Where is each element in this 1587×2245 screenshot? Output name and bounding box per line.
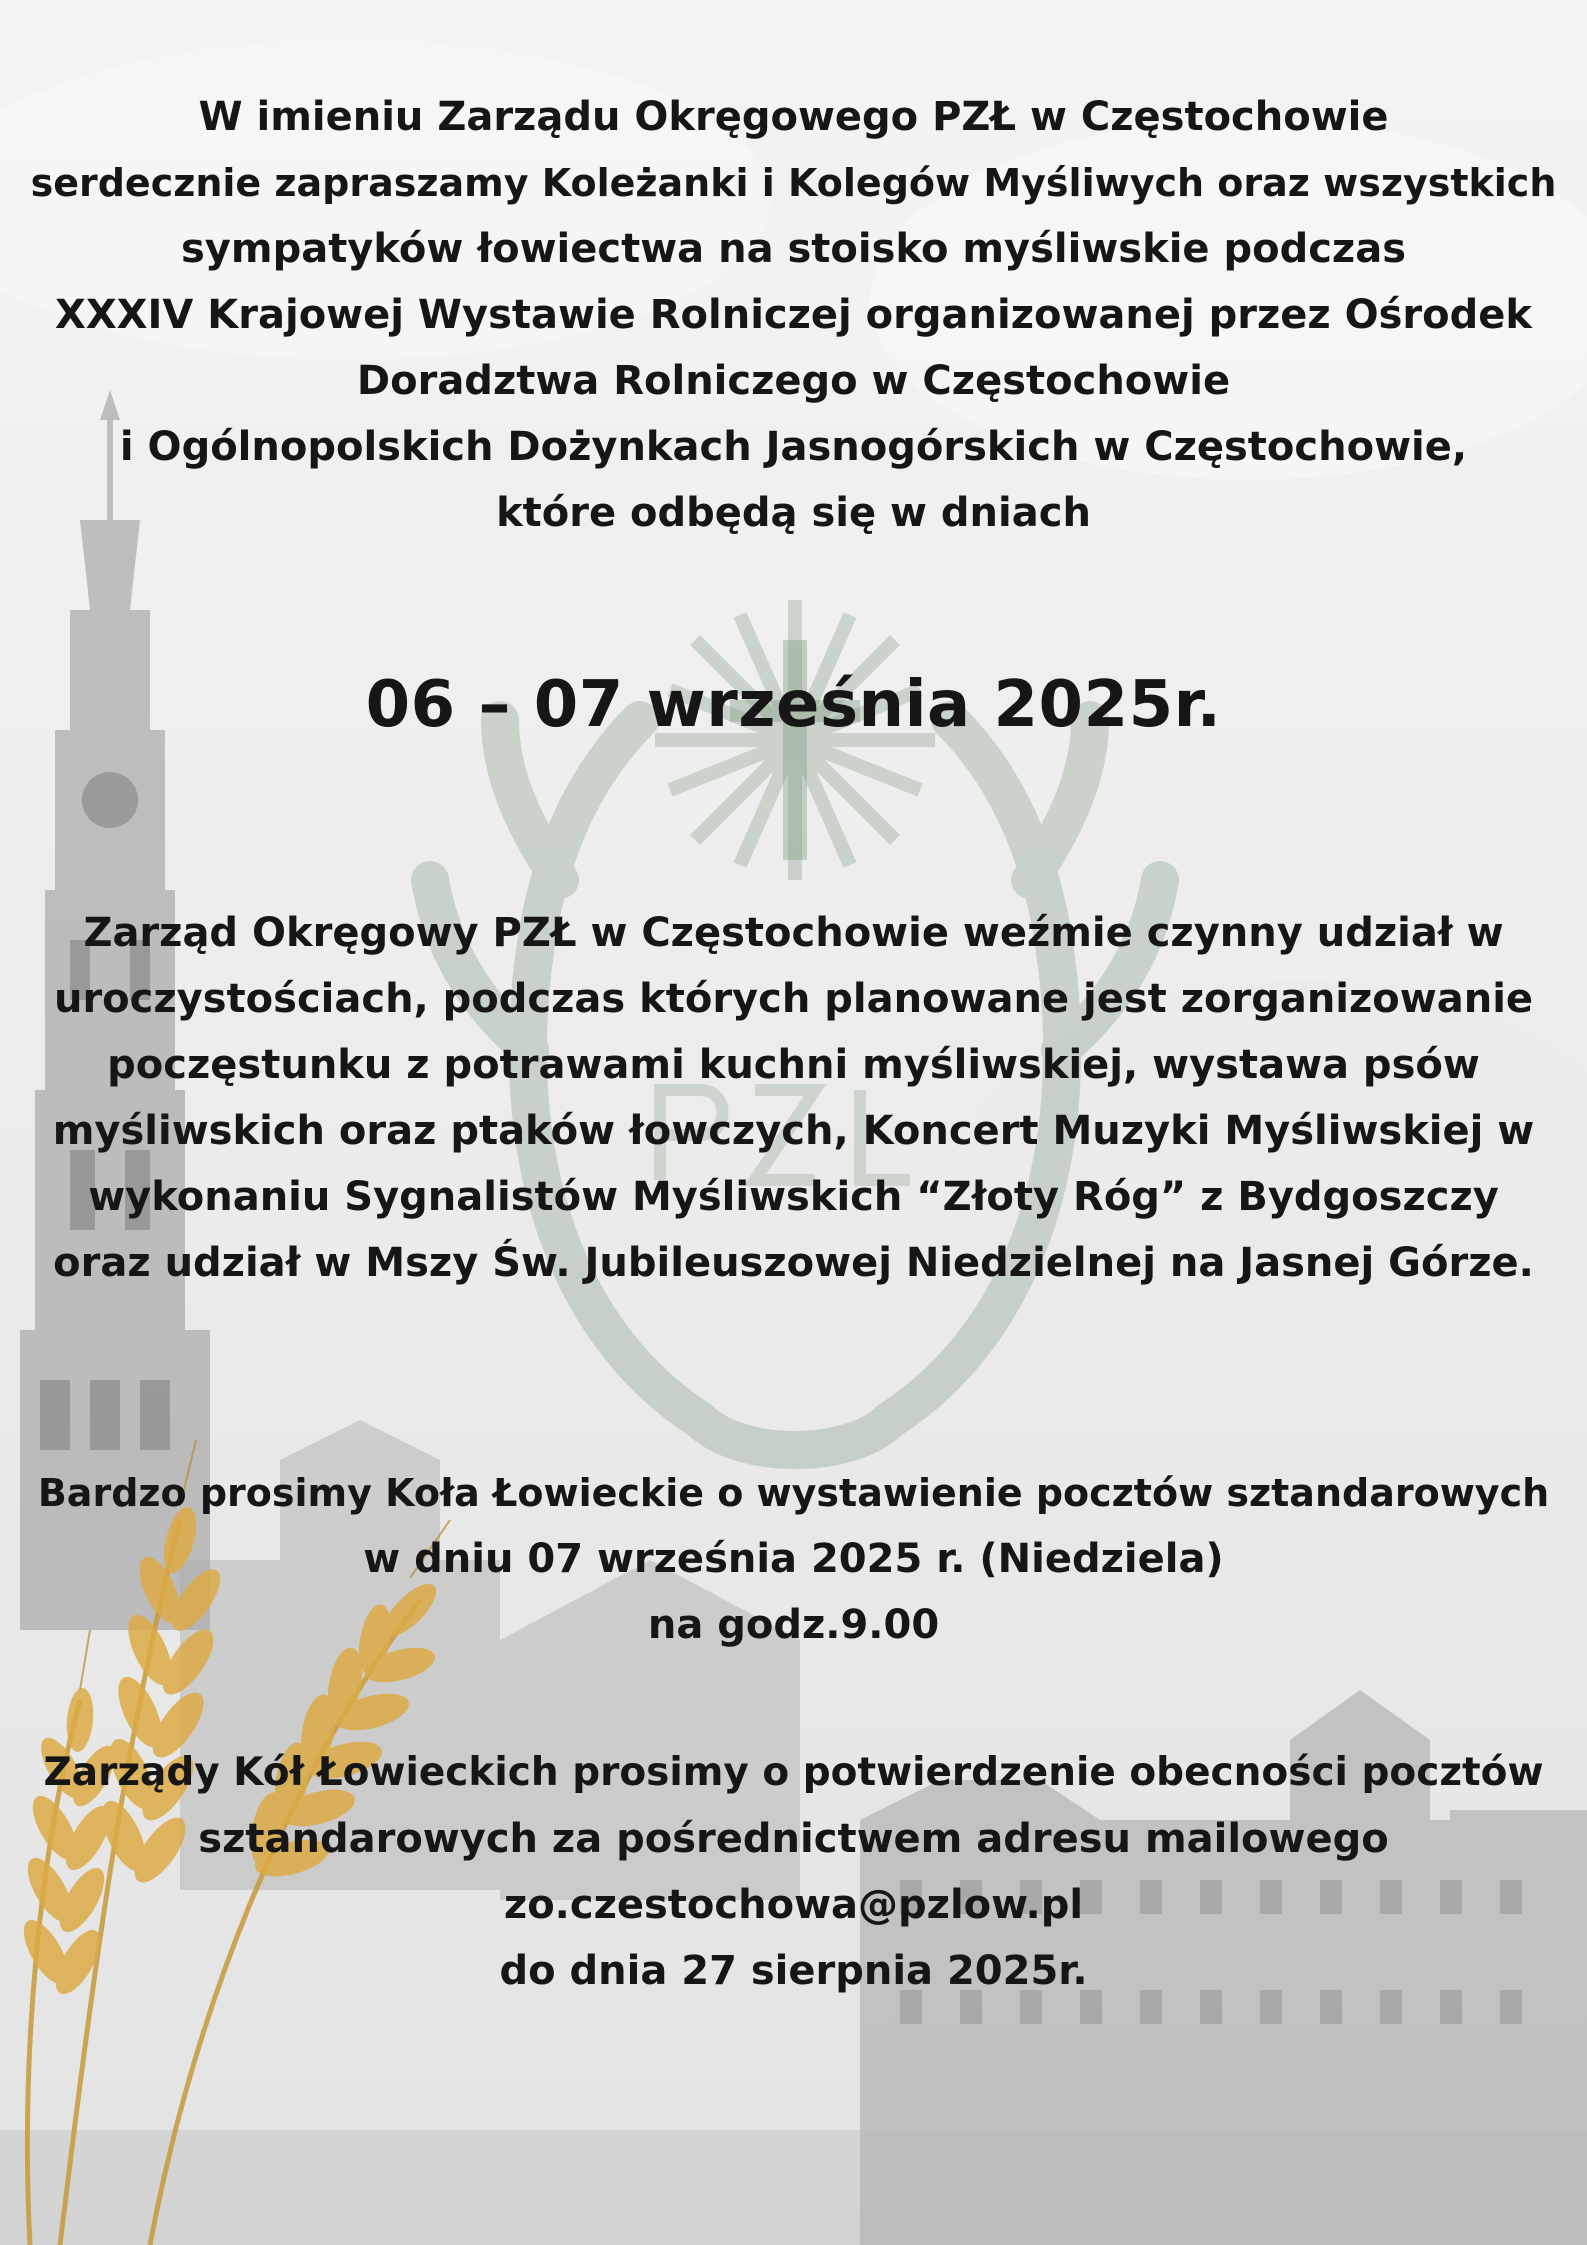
confirmation-paragraph	[0, 1740, 1587, 2004]
banners-line: w dniu 07 września 2025 r. (Niedziela)	[363, 1536, 1224, 1582]
banners-line: Bardzo prosimy Koła Łowieckie o wystawienie pocztów sztandarowych	[37, 1471, 1550, 1515]
event-date-heading: 06 – 07 września 2025r.	[365, 668, 1222, 742]
activities-line: wykonaniu Sygnalistów Myśliwskich “Złoty Róg” z Bydgoszczy	[88, 1174, 1499, 1220]
activities-paragraph	[0, 900, 1587, 1296]
banners-line: na godz.9.00	[647, 1602, 940, 1648]
banners-request-paragraph	[0, 1460, 1587, 1658]
confirmation-deadline: do dnia 27 sierpnia 2025r.	[499, 1948, 1088, 1994]
activities-line: myśliwskich oraz ptaków łowczych, Koncert Muzyki Myśliwskiej w	[52, 1108, 1535, 1154]
intro-paragraph	[0, 84, 1587, 546]
intro-line: które odbędą się w dniach	[496, 490, 1091, 536]
intro-line: Doradztwa Rolniczego w Częstochowie	[356, 358, 1231, 404]
activities-line: oraz udział w Mszy Św. Jubileuszowej Niedzielnej na Jasnej Górze.	[53, 1240, 1534, 1286]
intro-line: sympatyków łowiectwa na stoisko myśliwskie podczas	[181, 226, 1406, 272]
activities-line: poczęstunku z potrawami kuchni myśliwskiej, wystawa psów	[107, 1042, 1480, 1088]
intro-line: i Ogólnopolskich Dożynkach Jasnogórskich w Częstochowie,	[119, 424, 1468, 470]
intro-line: XXXIV Krajowej Wystawie Rolniczej organizowanej przez Ośrodek	[54, 292, 1532, 338]
confirmation-line: Zarządy Kół Łowieckich prosimy o potwierdzenie obecności pocztów	[43, 1750, 1544, 1795]
intro-line: serdecznie zapraszamy Koleżanki i Kolegów Myśliwych oraz wszystkich	[30, 161, 1557, 205]
confirmation-line: sztandarowych za pośrednictwem adresu mailowego	[198, 1816, 1389, 1862]
contact-email[interactable]: zo.czestochowa@pzlow.pl	[503, 1882, 1084, 1928]
activities-line: Zarząd Okręgowy PZŁ w Częstochowie weźmie czynny udział w	[83, 910, 1504, 956]
intro-line: W imieniu Zarządu Okręgowego PZŁ w Częstochowie	[198, 94, 1389, 140]
activities-line: uroczystościach, podczas których planowane jest zorganizowanie	[53, 976, 1534, 1022]
